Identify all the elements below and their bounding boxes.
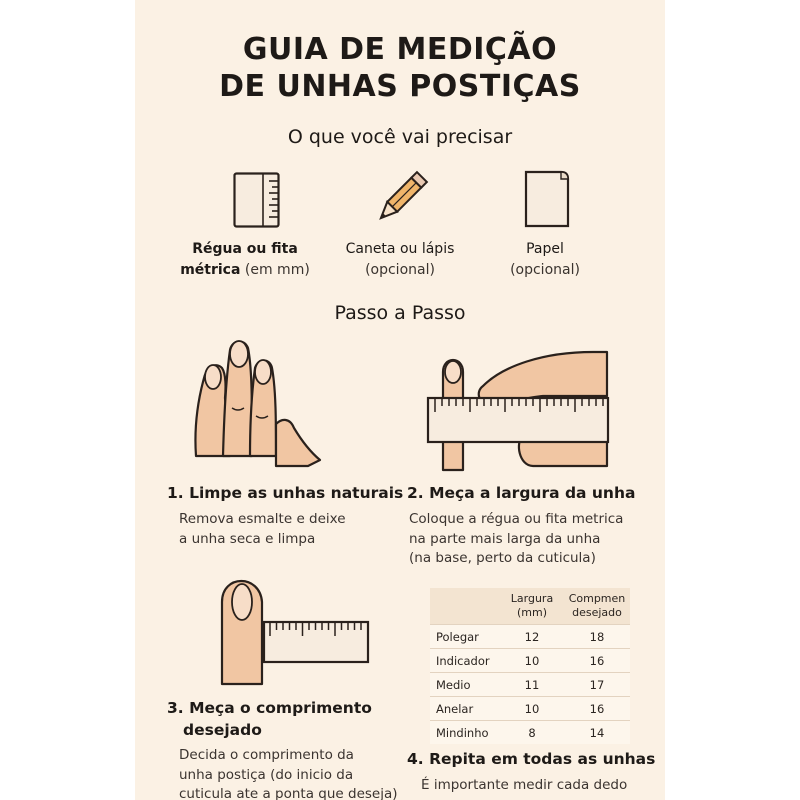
step4-title: 4. Repita em todas as unhas [407,750,656,768]
tool-label-pencil [330,239,470,281]
tool-label-ruler [175,239,315,281]
step3-title-line: desejado [183,721,262,739]
table-cell-length: 17 [564,673,630,697]
table-row [430,721,630,745]
page-title-line2: DE UNHAS POSTIÇAS [219,69,581,104]
table-cell-length: 18 [564,625,630,649]
step2-desc [409,510,623,569]
page-title-line1: GUIA DE MEDIÇÃO [242,32,558,67]
tool-ruler-line1: Régua ou fita [192,241,298,257]
step2-desc-line: (na base, perto da cuticula) [409,550,596,566]
table-cell-length: 16 [564,697,630,721]
table-header-width-label: Largura (mm) [510,592,554,619]
table-cell-width: 10 [500,697,564,721]
step3-desc-line: cuticula ate a ponta que deseja) [179,786,398,800]
step2-title: 2. Meça a largura da unha [407,484,636,502]
table-cell-finger: Anelar [430,697,500,721]
tool-ruler-line2-rest: (em mm) [240,262,310,278]
tool-pencil-line2: (opcional) [365,262,435,278]
table-cell-finger: Indicador [430,649,500,673]
tool-label-paper [475,239,615,281]
step3-desc-line: Decida o comprimento da [179,747,354,763]
step1-desc [179,510,346,549]
table-cell-finger: Mindinho [430,721,500,745]
step4-desc-line: É importante medir cada dedo [421,777,628,793]
table-cell-width: 12 [500,625,564,649]
tool-pencil-line1: Caneta ou lápis [345,241,455,257]
tools-heading: O que você vai precisar [287,126,513,148]
measure-width-illustration [423,346,613,470]
tool-paper-line2: (opcional) [510,262,580,278]
table-header-length [564,588,630,625]
step3-title [167,697,372,741]
table-row [430,649,630,673]
step3-desc-line: unha postiça (do inicio da [179,766,354,783]
table-header-blank [430,588,500,625]
table-row [430,625,630,649]
table-cell-finger: Polegar [430,625,500,649]
tool-ruler-line2: métrica [180,262,241,278]
clean-nails-hand-illustration [190,338,340,468]
ruler-icon [233,172,281,228]
table-cell-length: 14 [564,721,630,745]
tool-paper-line1: Papel [526,241,564,257]
table-cell-finger: Medio [430,673,500,697]
step2-desc-line: Coloque a régua ou fita metrica [409,511,624,527]
step2-desc-line: na parte mais larga da unha [409,530,601,547]
table-row [430,697,630,721]
step1-title: 1. Limpe as unhas naturais [167,484,404,502]
table-header-row [430,588,630,625]
table-cell-length: 16 [564,649,630,673]
steps-heading: Passo a Passo [334,302,466,324]
pencil-icon [371,170,429,228]
table-row [430,673,630,697]
step4-desc [421,776,627,796]
step3-title-line: 3. Meça o comprimento [167,699,372,717]
guide-page [135,0,665,800]
table-cell-width: 10 [500,649,564,673]
step1-desc-line: a unha seca e limpa [179,530,316,547]
table-cell-width: 8 [500,721,564,745]
paper-icon [523,170,571,228]
step1-desc-line: Remova esmalte e deixe [179,511,346,527]
step3-desc [179,746,398,800]
table-cell-width: 11 [500,673,564,697]
measurement-table [430,588,630,744]
table-header-width [500,588,564,625]
measure-length-illustration [220,572,370,684]
table-header-length-label: Compmen desejado [568,592,626,619]
